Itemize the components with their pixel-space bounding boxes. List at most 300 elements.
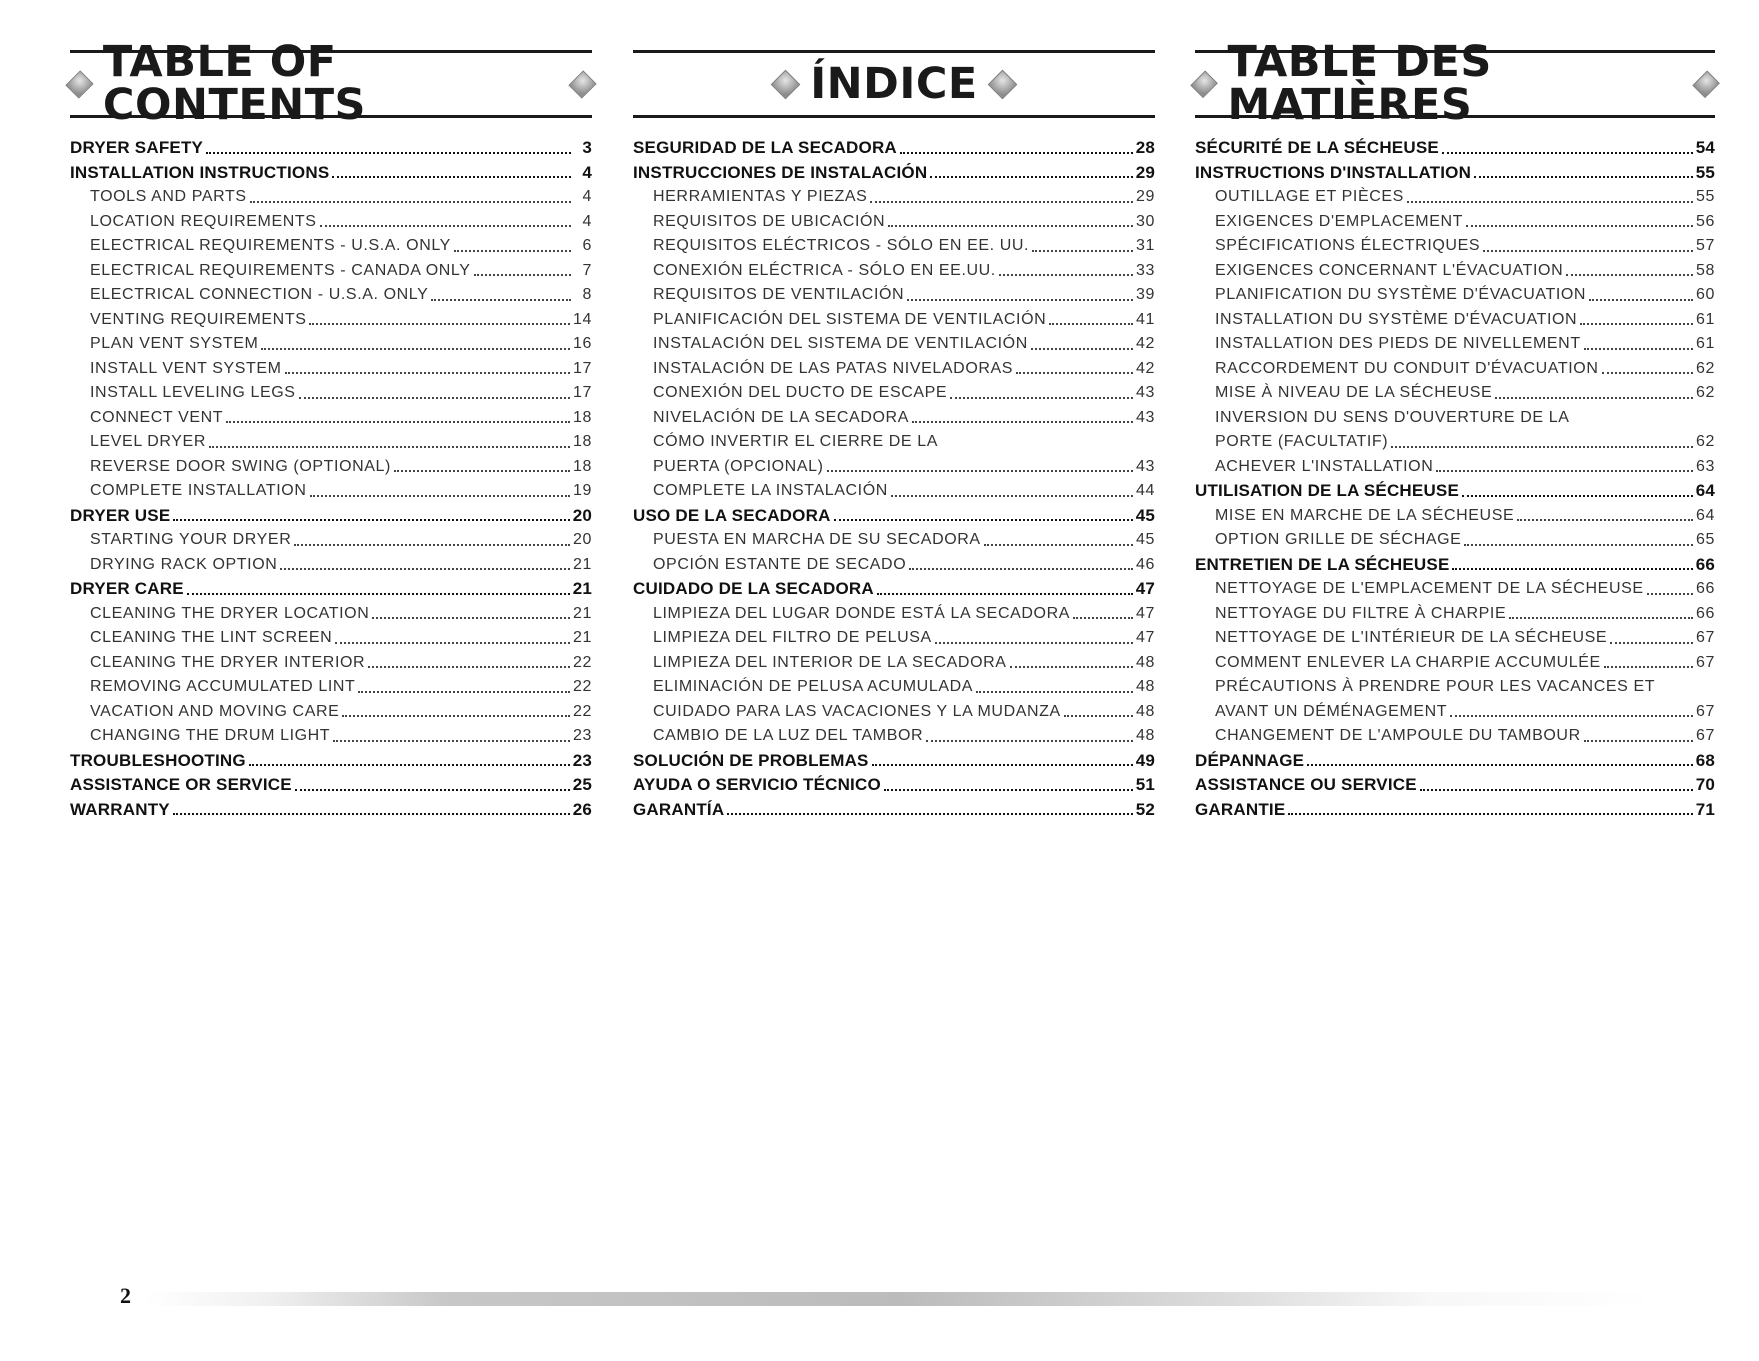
toc-subsection-entry[interactable]: [70, 479, 592, 504]
footer-decorative-bar: [145, 1292, 1655, 1306]
toc-entry-title: PLANIFICACIÓN DEL SISTEMA DE VENTILACIÓN: [653, 310, 1047, 328]
toc-page-number: 55: [1695, 162, 1715, 182]
toc-entry-title: PUESTA EN MARCHA DE SU SECADORA: [653, 531, 981, 548]
toc-section-entry[interactable]: [633, 798, 1155, 823]
toc-entry-title: INSTALLATION DES PIEDS DE NIVELLEMENT: [1215, 335, 1581, 352]
toc-subsection-entry[interactable]: [70, 259, 592, 284]
dot-leader: [1483, 249, 1693, 252]
toc-page-number: 62: [1696, 384, 1715, 401]
toc-page-number: 46: [1136, 555, 1155, 573]
toc-subsection-entry[interactable]: [70, 430, 592, 455]
toc-subsection-entry[interactable]: [70, 357, 592, 382]
column-header: [1195, 37, 1715, 130]
toc-section-entry[interactable]: [633, 136, 1155, 161]
toc-subsection-entry[interactable]: [70, 626, 592, 651]
toc-subsection-entry[interactable]: [70, 675, 592, 700]
diamond-icon: [1692, 70, 1720, 98]
toc-subsection-entry[interactable]: [70, 651, 592, 676]
toc-page-number: 6: [582, 237, 592, 254]
toc-page-number: 22: [573, 702, 592, 720]
dot-leader: [1580, 322, 1693, 325]
toc-entry-title: DRYER SAFETY: [70, 138, 204, 157]
toc-section-entry[interactable]: [1195, 136, 1715, 161]
toc-subsection-entry[interactable]: [633, 700, 1155, 725]
toc-entry-title: INSTALACIÓN DE LAS PATAS NIVELADORAS: [653, 359, 1014, 377]
toc-subsection-entry[interactable]: [1195, 283, 1715, 308]
dot-leader: [1462, 494, 1693, 497]
toc-section-entry[interactable]: [633, 773, 1155, 798]
toc-subsection-entry[interactable]: [633, 430, 1155, 479]
toc-section-entry[interactable]: [1195, 798, 1715, 823]
toc-entry-title: CUIDADO PARA LAS VACACIONES Y LA MUDANZA: [653, 702, 1061, 720]
toc-entry-title: ELECTRICAL REQUIREMENTS - CANADA ONLY: [90, 261, 471, 279]
diamond-icon: [568, 70, 596, 98]
toc-page-number: 42: [1136, 335, 1155, 352]
toc-entry-title: NETTOYAGE DE L'EMPLACEMENT DE LA SÉCHEUSE: [1215, 580, 1644, 597]
toc-entry-title: LIMPIEZA DEL LUGAR DONDE ESTÁ LA SECADORA: [653, 604, 1071, 622]
toc-entry-title: OPTION GRILLE DE SÉCHAGE: [1215, 531, 1462, 548]
toc-section-entry[interactable]: [1195, 161, 1715, 186]
diamond-icon: [987, 69, 1017, 99]
toc-page-number: 48: [1136, 653, 1155, 671]
toc-column-spanish: [633, 50, 1155, 822]
toc-section-entry[interactable]: [633, 749, 1155, 774]
toc-entry-title-continued: AVANT UN DÉMÉNAGEMENT: [1215, 702, 1448, 720]
toc-subsection-entry[interactable]: [633, 381, 1155, 406]
toc-subsection-entry[interactable]: [633, 528, 1155, 553]
toc-subsection-entry[interactable]: [633, 675, 1155, 700]
dot-leader: [474, 273, 572, 276]
toc-entry-title: REQUISITOS ELÉCTRICOS - SÓLO EN EE. UU.: [653, 237, 1030, 254]
dot-leader: [1032, 249, 1133, 252]
dot-leader: [1466, 224, 1693, 227]
dot-leader: [309, 322, 570, 325]
dot-leader: [912, 420, 1133, 423]
dot-leader: [335, 641, 570, 644]
toc-entry-title: INSTALACIÓN DEL SISTEMA DE VENTILACIÓN: [653, 335, 1028, 352]
dot-leader: [976, 690, 1133, 693]
toc-entry-title: NIVELACIÓN DE LA SECADORA: [653, 408, 909, 426]
toc-entry-title: PRÉCAUTIONS À PRENDRE POUR LES VACANCES ET: [1215, 678, 1656, 695]
dot-leader: [727, 812, 1132, 815]
dot-leader: [173, 812, 570, 815]
dot-leader: [827, 469, 1133, 472]
toc-entry-title: CAMBIO DE LA LUZ DEL TAMBOR: [653, 727, 924, 744]
toc-page-number: 52: [1135, 799, 1155, 819]
toc-subsection-entry[interactable]: [633, 332, 1155, 357]
dot-leader: [1610, 641, 1693, 644]
toc-entry-title: INSTRUCTIONS D'INSTALLATION: [1195, 162, 1472, 182]
toc-subsection-entry[interactable]: [70, 308, 592, 333]
toc-page-number: 39: [1136, 286, 1155, 303]
toc-entry-title: REVERSE DOOR SWING (OPTIONAL): [90, 457, 391, 475]
toc-subsection-entry[interactable]: [1195, 528, 1715, 553]
dot-leader: [1566, 273, 1693, 276]
toc-page-number: 20: [572, 505, 592, 525]
toc-subsection-entry[interactable]: [633, 357, 1155, 382]
toc-subsection-entry[interactable]: [1195, 234, 1715, 259]
toc-page-number: 22: [573, 653, 592, 671]
toc-entry-title: CLEANING THE DRYER INTERIOR: [90, 653, 366, 671]
toc-section-entry[interactable]: [1195, 773, 1715, 798]
dot-leader: [173, 518, 569, 521]
toc-subsection-entry[interactable]: [70, 234, 592, 259]
toc-subsection-entry[interactable]: [1195, 675, 1715, 724]
toc-page-number: 21: [573, 629, 592, 646]
toc-subsection-entry[interactable]: [1195, 626, 1715, 651]
dot-leader: [984, 543, 1133, 546]
toc-page-number: 62: [1696, 433, 1715, 450]
toc-entry-title: REQUISITOS DE UBICACIÓN: [653, 212, 886, 230]
dot-leader: [226, 420, 570, 423]
toc-section-entry[interactable]: [70, 136, 592, 161]
toc-section-entry[interactable]: [70, 773, 592, 798]
toc-entry-title: SPÉCIFICATIONS ÉLECTRIQUES: [1215, 237, 1481, 254]
dot-leader: [1602, 371, 1694, 374]
toc-entry-title: AYUDA O SERVICIO TÉCNICO: [633, 775, 881, 794]
dot-leader: [1064, 714, 1133, 717]
toc-entry-title: NETTOYAGE DE L'INTÉRIEUR DE LA SÉCHEUSE: [1215, 629, 1608, 646]
toc-subsection-entry[interactable]: [70, 210, 592, 235]
toc-entry-title: CLEANING THE LINT SCREEN: [90, 629, 333, 646]
dot-leader: [310, 494, 571, 497]
toc-page-number: 63: [1696, 457, 1715, 475]
dot-leader: [1474, 175, 1693, 178]
toc-page-number: 30: [1136, 212, 1155, 230]
toc-subsection-entry[interactable]: [633, 185, 1155, 210]
toc-entry-title: CÓMO INVERTIR EL CIERRE DE LA: [653, 433, 939, 450]
toc-page-number: 14: [573, 310, 592, 328]
toc-subsection-entry[interactable]: [70, 602, 592, 627]
dot-leader: [1589, 298, 1693, 301]
toc-page-number: 65: [1696, 531, 1715, 548]
toc-entry-title: TROUBLESHOOTING: [70, 750, 246, 770]
dot-leader: [209, 445, 570, 448]
toc-entry-title: LIMPIEZA DEL INTERIOR DE LA SECADORA: [653, 653, 1007, 671]
toc-entry-title: OUTILLAGE ET PIÈCES: [1215, 188, 1404, 205]
toc-list: [633, 136, 1155, 822]
toc-subsection-entry[interactable]: [633, 234, 1155, 259]
toc-subsection-entry[interactable]: [633, 283, 1155, 308]
toc-page-number: 45: [1135, 505, 1155, 525]
toc-entry-title: PLAN VENT SYSTEM: [90, 335, 259, 352]
dot-leader: [872, 763, 1133, 766]
toc-entry-title: DRYER USE: [70, 505, 171, 525]
toc-page-number: 16: [573, 335, 592, 352]
toc-section-entry[interactable]: [70, 798, 592, 823]
diamond-icon: [771, 69, 801, 99]
toc-entry-title-continued: PORTE (FACULTATIF): [1215, 433, 1389, 450]
toc-subsection-entry[interactable]: [1195, 259, 1715, 284]
toc-entry-title-continued: PUERTA (OPCIONAL): [653, 457, 824, 475]
column-title: ÍNDICE: [810, 58, 978, 109]
toc-page-number: 48: [1136, 702, 1155, 720]
dot-leader: [250, 200, 571, 203]
dot-leader: [1307, 763, 1693, 766]
dot-leader: [1407, 200, 1693, 203]
dot-leader: [999, 273, 1133, 276]
toc-section-entry[interactable]: [1195, 479, 1715, 504]
toc-subsection-entry[interactable]: [1195, 602, 1715, 627]
diamond-icon: [65, 70, 93, 98]
toc-entry-title: LIMPIEZA DEL FILTRO DE PELUSA: [653, 629, 932, 646]
dot-leader: [900, 151, 1133, 154]
toc-page-number: 18: [573, 457, 592, 475]
dot-leader: [888, 224, 1133, 227]
dot-leader: [907, 298, 1133, 301]
toc-page-number: 29: [1136, 188, 1155, 205]
toc-subsection-entry[interactable]: [633, 210, 1155, 235]
toc-entry-title: REMOVING ACCUMULATED LINT: [90, 678, 356, 695]
dot-leader: [1517, 518, 1693, 521]
toc-entry-line: [1215, 700, 1715, 725]
toc-entry-title: DRYING RACK OPTION: [90, 555, 278, 573]
toc-entry-title: SÉCURITÉ DE LA SÉCHEUSE: [1195, 138, 1439, 157]
toc-page-number: 58: [1696, 261, 1715, 279]
dot-leader: [1647, 592, 1693, 595]
toc-entry-title: WARRANTY: [70, 799, 170, 819]
toc-section-entry[interactable]: [633, 504, 1155, 529]
toc-entry-title: OPCIÓN ESTANTE DE SECADO: [653, 555, 907, 573]
dot-leader: [368, 665, 570, 668]
toc-subsection-entry[interactable]: [633, 626, 1155, 651]
toc-entry-title: INSTALL LEVELING LEGS: [90, 384, 296, 401]
dot-leader: [950, 396, 1133, 399]
toc-page-number: 47: [1136, 604, 1155, 622]
dot-leader: [1442, 151, 1693, 154]
toc-page-number: 71: [1695, 799, 1715, 819]
toc-subsection-entry[interactable]: [1195, 651, 1715, 676]
toc-subsection-entry[interactable]: [1195, 332, 1715, 357]
toc-entry-title: COMMENT ENLEVER LA CHARPIE ACCUMULÉE: [1215, 653, 1601, 671]
toc-page-number: 28: [1135, 138, 1155, 157]
dot-leader: [884, 788, 1133, 791]
toc-page-number: 19: [573, 482, 592, 499]
toc-entry-title: INSTALL VENT SYSTEM: [90, 359, 282, 377]
dot-leader: [1436, 469, 1693, 472]
toc-entry-title: ELIMINACIÓN DE PELUSA ACUMULADA: [653, 678, 974, 695]
toc-entry-title: CLEANING THE DRYER LOCATION: [90, 604, 370, 622]
toc-subsection-entry[interactable]: [70, 406, 592, 431]
dot-leader: [1391, 445, 1693, 448]
toc-page-number: 29: [1135, 162, 1155, 182]
column-title: TABLE OF CONTENTS: [102, 37, 367, 130]
toc-entry-title: DRYER CARE: [70, 579, 184, 598]
toc-subsection-entry[interactable]: [1195, 577, 1715, 602]
toc-page-number: 21: [573, 604, 592, 622]
toc-page-number: 67: [1696, 702, 1715, 720]
column-header: [70, 37, 592, 130]
toc-subsection-entry[interactable]: [70, 528, 592, 553]
toc-subsection-entry[interactable]: [1195, 357, 1715, 382]
toc-page-number: 67: [1696, 653, 1715, 671]
toc-entry-title: ELECTRICAL CONNECTION - U.S.A. ONLY: [90, 286, 429, 303]
toc-section-entry[interactable]: [633, 577, 1155, 602]
toc-page-number: 57: [1696, 237, 1715, 254]
dot-leader: [926, 739, 1133, 742]
dot-leader: [1509, 616, 1693, 619]
toc-entry-title: INSTALLATION DU SYSTÈME D'ÉVACUATION: [1215, 310, 1578, 328]
toc-entry-title: SEGURIDAD DE LA SECADORA: [633, 138, 897, 157]
toc-section-entry[interactable]: [633, 161, 1155, 186]
toc-entry-title: RACCORDEMENT DU CONDUIT D'ÉVACUATION: [1215, 359, 1599, 377]
toc-page-number: 43: [1136, 457, 1155, 475]
toc-page-number: 68: [1695, 750, 1715, 770]
toc-page-number: 8: [582, 286, 592, 303]
toc-page-number: 18: [573, 433, 592, 450]
dot-leader: [1420, 788, 1693, 791]
toc-entry-title: ASSISTANCE OU SERVICE: [1195, 775, 1417, 794]
toc-subsection-entry[interactable]: [70, 455, 592, 480]
toc-page-number: 43: [1136, 384, 1155, 401]
toc-page-number: 3: [582, 138, 592, 157]
toc-page-number: 66: [1695, 554, 1715, 574]
toc-entry-title: CHANGING THE DRUM LIGHT: [90, 727, 331, 744]
toc-subsection-entry[interactable]: [1195, 455, 1715, 480]
dot-leader: [935, 641, 1133, 644]
toc-subsection-entry[interactable]: [1195, 381, 1715, 406]
toc-entry-title: ACHEVER L'INSTALLATION: [1215, 457, 1434, 475]
toc-section-entry[interactable]: [1195, 749, 1715, 774]
toc-section-entry[interactable]: [70, 504, 592, 529]
toc-page-number: 66: [1696, 604, 1715, 622]
dot-leader: [1604, 665, 1693, 668]
toc-entry-title: STARTING YOUR DRYER: [90, 531, 292, 548]
toc-page-number: 67: [1696, 727, 1715, 744]
toc-page-number: 49: [1135, 750, 1155, 770]
toc-subsection-entry[interactable]: [633, 553, 1155, 578]
dot-leader: [877, 592, 1133, 595]
toc-entry-title: EXIGENCES CONCERNANT L'ÉVACUATION: [1215, 261, 1564, 279]
toc-entry-title: MISE À NIVEAU DE LA SÉCHEUSE: [1215, 384, 1493, 401]
toc-page-number: 56: [1696, 212, 1715, 230]
toc-subsection-entry[interactable]: [633, 406, 1155, 431]
toc-page-number: 26: [572, 799, 592, 819]
toc-entry-title: TOOLS AND PARTS: [90, 188, 247, 205]
toc-section-entry[interactable]: [1195, 553, 1715, 578]
toc-page-number: 4: [582, 188, 592, 205]
toc-column-english: [70, 37, 592, 822]
toc-subsection-entry[interactable]: [1195, 308, 1715, 333]
toc-page-number: 7: [582, 261, 592, 279]
toc-entry-title: UTILISATION DE LA SÉCHEUSE: [1195, 481, 1459, 500]
toc-entry-title: GARANTIE: [1195, 799, 1286, 819]
toc-entry-title: USO DE LA SECADORA: [633, 505, 831, 525]
toc-subsection-entry[interactable]: [633, 479, 1155, 504]
toc-entry-title: DÉPANNAGE: [1195, 750, 1305, 770]
toc-entry-title: COMPLETE LA INSTALACIÓN: [653, 482, 888, 499]
dot-leader: [1049, 322, 1133, 325]
dot-leader: [1031, 347, 1133, 350]
toc-section-entry[interactable]: [70, 749, 592, 774]
dot-leader: [261, 347, 570, 350]
toc-subsection-entry[interactable]: [70, 724, 592, 749]
toc-list: [70, 136, 592, 822]
dot-leader: [320, 224, 571, 227]
toc-subsection-entry[interactable]: [633, 602, 1155, 627]
toc-subsection-entry[interactable]: [70, 553, 592, 578]
toc-subsection-entry[interactable]: [1195, 724, 1715, 749]
toc-page-number: 20: [573, 531, 592, 548]
toc-subsection-entry[interactable]: [633, 308, 1155, 333]
dot-leader: [295, 788, 570, 791]
toc-section-entry[interactable]: [70, 577, 592, 602]
toc-subsection-entry[interactable]: [1195, 406, 1715, 455]
toc-entry-title: INSTRUCCIONES DE INSTALACIÓN: [633, 162, 928, 182]
dot-leader: [285, 371, 570, 374]
toc-entry-title: COMPLETE INSTALLATION: [90, 482, 307, 499]
toc-page-number: 51: [1135, 775, 1155, 794]
toc-section-entry[interactable]: [70, 161, 592, 186]
toc-subsection-entry[interactable]: [70, 283, 592, 308]
toc-subsection-entry[interactable]: [633, 259, 1155, 284]
column-header: [633, 50, 1155, 118]
toc-entry-title: ASSISTANCE OR SERVICE: [70, 775, 292, 794]
dot-leader: [187, 592, 570, 595]
toc-subsection-entry[interactable]: [70, 332, 592, 357]
dot-leader: [1464, 543, 1693, 546]
toc-page-number: 61: [1696, 335, 1715, 352]
dot-leader: [454, 249, 571, 252]
dot-leader: [294, 543, 570, 546]
toc-entry-title: MISE EN MARCHE DE LA SÉCHEUSE: [1215, 506, 1515, 524]
toc-subsection-entry[interactable]: [633, 651, 1155, 676]
toc-entry-title: NETTOYAGE DU FILTRE À CHARPIE: [1215, 604, 1507, 622]
toc-page-number: 17: [573, 359, 592, 377]
toc-column-french: [1195, 37, 1715, 822]
toc-entry-title: ELECTRICAL REQUIREMENTS - U.S.A. ONLY: [90, 237, 451, 254]
toc-entry-title: CONEXIÓN ELÉCTRICA - SÓLO EN EE.UU.: [653, 261, 996, 279]
dot-leader: [358, 690, 570, 693]
dot-leader: [394, 469, 570, 472]
toc-subsection-entry[interactable]: [1195, 185, 1715, 210]
toc-page-number: 47: [1136, 629, 1155, 646]
toc-page-number: 4: [582, 212, 592, 230]
toc-page-number: 23: [572, 750, 592, 770]
toc-page-number: 41: [1136, 310, 1155, 328]
toc-entry-title: REQUISITOS DE VENTILACIÓN: [653, 286, 905, 303]
toc-subsection-entry[interactable]: [70, 185, 592, 210]
dot-leader: [206, 151, 571, 154]
toc-page-number: 70: [1695, 775, 1715, 794]
dot-leader: [1584, 739, 1693, 742]
toc-entry-title: EXIGENCES D'EMPLACEMENT: [1215, 212, 1464, 230]
dot-leader: [1288, 812, 1692, 815]
toc-page-number: 21: [572, 579, 592, 598]
toc-entry-title: ENTRETIEN DE LA SÉCHEUSE: [1195, 554, 1450, 574]
diamond-icon: [1190, 70, 1218, 98]
toc-page-number: 47: [1135, 579, 1155, 598]
toc-page-number: 17: [573, 384, 592, 401]
toc-page-number: 64: [1696, 506, 1715, 524]
toc-page-number: 48: [1136, 678, 1155, 695]
toc-subsection-entry[interactable]: [1195, 210, 1715, 235]
dot-leader: [1073, 616, 1133, 619]
toc-subsection-entry[interactable]: [70, 700, 592, 725]
toc-entry-title: CHANGEMENT DE L'AMPOULE DU TAMBOUR: [1215, 727, 1581, 744]
toc-subsection-entry[interactable]: [633, 724, 1155, 749]
toc-page-number: 61: [1696, 310, 1715, 328]
toc-subsection-entry[interactable]: [1195, 504, 1715, 529]
dot-leader: [249, 763, 570, 766]
toc-subsection-entry[interactable]: [70, 381, 592, 406]
dot-leader: [1495, 396, 1693, 399]
toc-page-number: 33: [1136, 261, 1155, 279]
toc-entry-line: [653, 455, 1155, 480]
toc-page-number: 43: [1136, 408, 1155, 426]
toc-entry-title: INSTALLATION INSTRUCTIONS: [70, 162, 330, 182]
toc-page-number: 44: [1136, 482, 1155, 499]
